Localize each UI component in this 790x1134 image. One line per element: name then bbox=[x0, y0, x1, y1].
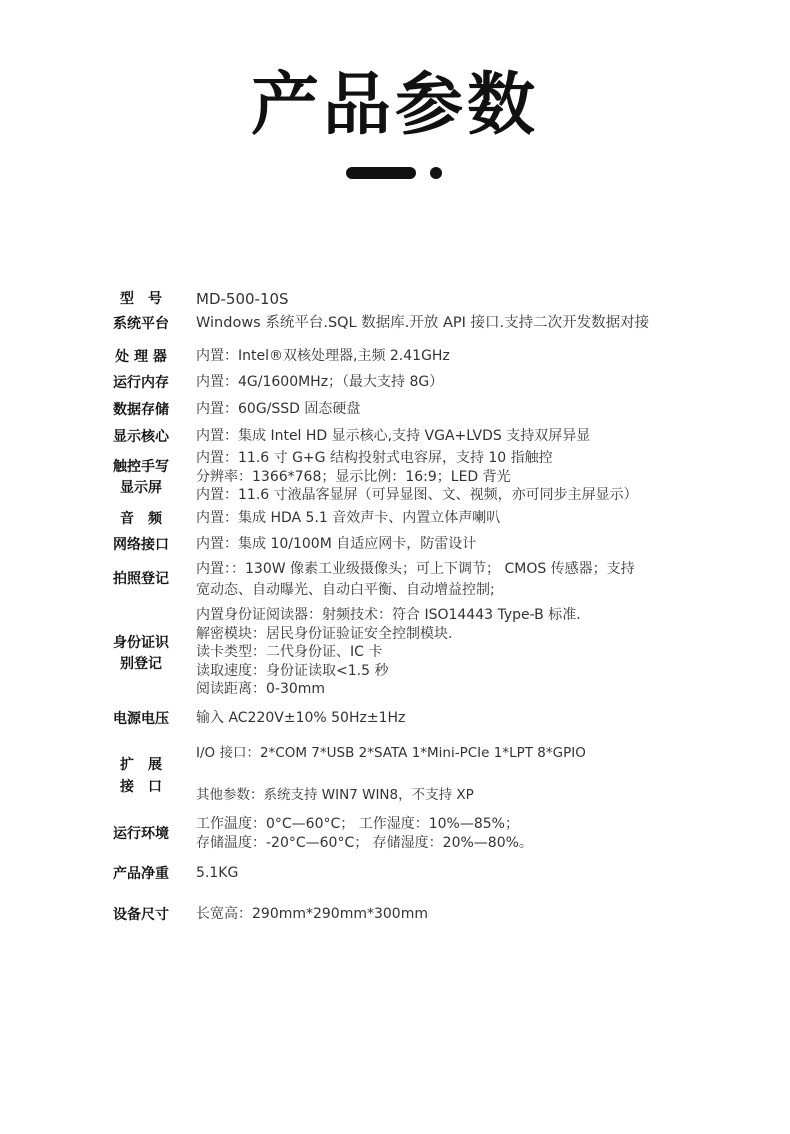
spec-label: 音 频 bbox=[120, 511, 162, 527]
spec-line: 输入 AC220V±10% 50Hz±1Hz bbox=[196, 710, 406, 726]
spec-value bbox=[196, 709, 405, 728]
spec-line: 阅读距离：0-30mm bbox=[196, 681, 326, 697]
spec-label-line: 别登记 bbox=[120, 656, 162, 672]
spec-value bbox=[196, 427, 590, 446]
spec-line: 内置：Intel®双核处理器,主频 2.41GHz bbox=[196, 348, 450, 364]
spec-line: 长宽高：290mm*290mm*300mm bbox=[196, 906, 428, 922]
spec-line: 宽动态、自动曝光、自动白平衡、自动增益控制; bbox=[196, 582, 495, 598]
spec-value bbox=[196, 864, 238, 883]
spec-value bbox=[196, 815, 533, 852]
spec-line: Windows 系统平台.SQL 数据库.开放 API 接口.支持二次开发数据对接 bbox=[196, 315, 650, 331]
spec-line: 内置：4G/1600MHz；（最大支持 8G） bbox=[196, 374, 444, 390]
spec-label-line: 显示屏 bbox=[120, 480, 162, 496]
spec-label: 运行内存 bbox=[113, 375, 169, 391]
spec-label-line: 接 口 bbox=[120, 779, 162, 795]
spec-line: 工作温度：0°C—60°C； 工作湿度：10%—85%； bbox=[196, 816, 519, 832]
spec-label: 拍照登记 bbox=[113, 571, 169, 587]
spec-label: 电源电压 bbox=[113, 711, 169, 727]
decoration-bar bbox=[346, 167, 416, 179]
spec-line: 内置：11.6 寸液晶客显屏（可异显图、文、视频，亦可同步主屏显示） bbox=[196, 487, 638, 503]
spec-line: 读取速度：身份证读取<1.5 秒 bbox=[196, 662, 389, 679]
spec-label: 数据存储 bbox=[113, 402, 169, 418]
spec-value bbox=[196, 559, 635, 601]
spec-label bbox=[108, 457, 174, 499]
spec-label-line: 身份证识 bbox=[113, 635, 169, 651]
spec-value bbox=[196, 606, 581, 699]
spec-label: 显示核心 bbox=[113, 429, 169, 445]
spec-line: 内置：11.6 寸 G+G 结构投射式电容屏，支持 10 指触控 bbox=[196, 450, 553, 466]
spec-value bbox=[196, 400, 360, 419]
spec-line: I/O 接口：2*COM 7*USB 2*SATA 1*Mini-PCIe 1*LPT 8*GPIO bbox=[196, 745, 586, 761]
spec-line: 内置：集成 10/100M 自适应网卡，防雷设计 bbox=[196, 536, 477, 552]
spec-value bbox=[196, 535, 476, 554]
spec-line: 内置：60G/SSD 固态硬盘 bbox=[196, 401, 361, 417]
spec-line: MD-500-10S bbox=[196, 290, 289, 308]
spec-label: 型 号 bbox=[120, 291, 162, 307]
spec-value bbox=[196, 314, 649, 333]
spec-line: 内置：集成 HDA 5.1 音效声卡、内置立体声喇叭 bbox=[196, 510, 501, 526]
spec-label: 系统平台 bbox=[113, 316, 169, 332]
spec-label: 设备尺寸 bbox=[113, 907, 169, 923]
decoration-dot bbox=[430, 167, 442, 179]
spec-label: 网络接口 bbox=[113, 537, 169, 553]
spec-label: 处 理 器 bbox=[115, 349, 167, 365]
spec-label: 产品净重 bbox=[113, 866, 169, 882]
spec-value bbox=[196, 347, 450, 366]
spec-label-line: 触控手写 bbox=[113, 459, 169, 475]
spec-value bbox=[196, 905, 428, 924]
spec-label bbox=[108, 633, 174, 675]
spec-line: 5.1KG bbox=[196, 865, 239, 881]
page-title: 产品参数 bbox=[250, 66, 539, 145]
spec-label: 运行环境 bbox=[113, 826, 169, 842]
spec-label-line: 扩 展 bbox=[120, 757, 162, 773]
spec-value bbox=[196, 373, 443, 392]
spec-line: 内置：集成 Intel HD 显示核心,支持 VGA+LVDS 支持双屏异显 bbox=[196, 428, 591, 444]
spec-label bbox=[108, 754, 174, 798]
spec-value bbox=[196, 449, 638, 505]
spec-value bbox=[196, 744, 586, 804]
spec-line: 内置：：130W 像素工业级摄像头；可上下调节； CMOS 传感器；支持 bbox=[196, 561, 635, 577]
spec-line: 存储温度：-20°C—60°C； 存储湿度：20%—80%。 bbox=[196, 834, 533, 851]
spec-line: 其他参数：系统支持 WIN7 WIN8，不支持 XP bbox=[196, 786, 474, 803]
spec-line: 解密模块：居民身份证验证安全控制模块. bbox=[196, 625, 453, 642]
spec-value bbox=[196, 290, 289, 309]
spec-line: 内置身份证阅读器：射频技术：符合 ISO14443 Type-B 标准. bbox=[196, 607, 581, 623]
spec-value bbox=[196, 509, 500, 528]
spec-line: 读卡类型：二代身份证、IC 卡 bbox=[196, 644, 383, 660]
spec-line: 分辨率：1366*768；显示比例：16:9；LED 背光 bbox=[196, 468, 511, 485]
